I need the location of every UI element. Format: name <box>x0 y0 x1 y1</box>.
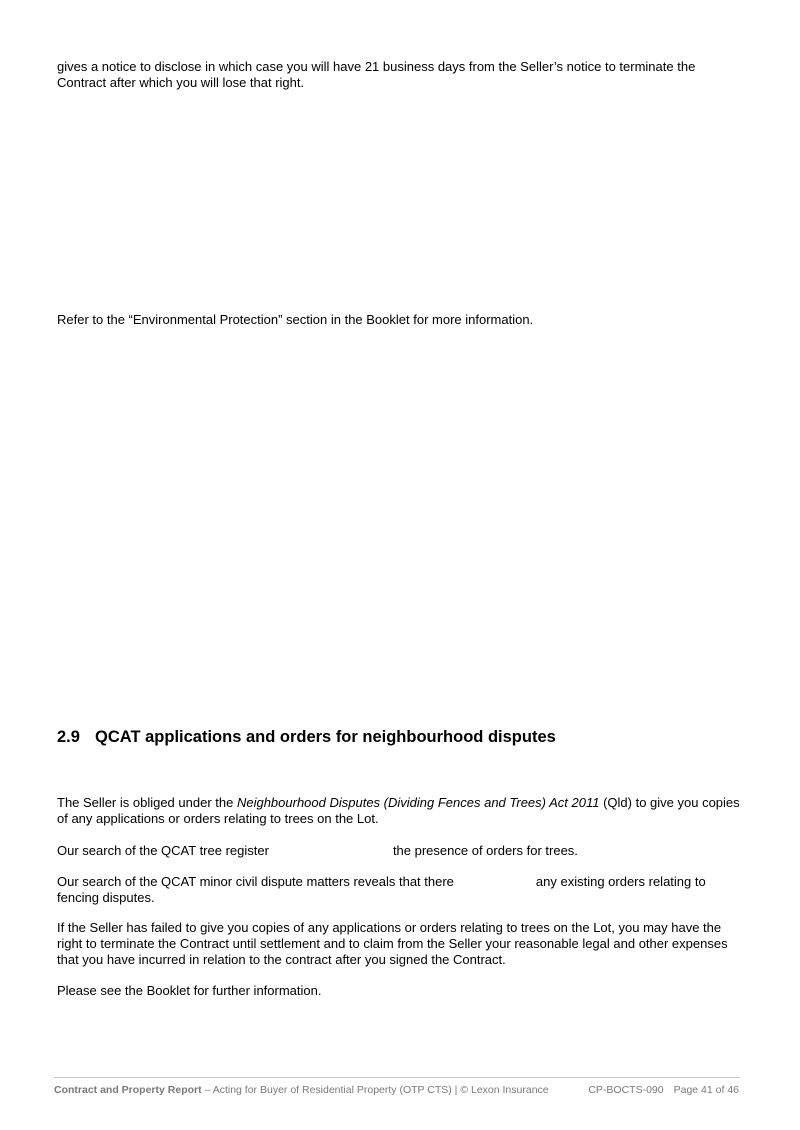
section-number: 2.9 <box>57 728 80 746</box>
footer-report-title: Contract and Property Report <box>54 1084 202 1096</box>
para3-after: any existing orders relating to <box>535 874 706 889</box>
refer-paragraph: Refer to the “Environmental Protection” section in the Booklet for more information. <box>57 312 534 327</box>
termination-right-paragraph: If the Seller has failed to give you copies of any applications or orders relating to trees on the Lot, you may have the right to terminate the Contract until settlement and to claim from the Seller your reasonable legal and other expenses that you have incurred in relation to the contract after you signed the Contract. <box>57 920 728 967</box>
footer-doc-code: CP-BOCTS-090 <box>588 1084 664 1096</box>
booklet-paragraph: Please see the Booklet for further information. <box>57 983 322 998</box>
footer-page-info <box>588 1084 739 1097</box>
para2-before: Our search of the QCAT tree register <box>57 843 269 858</box>
para1-before: The Seller is obliged under the <box>57 795 237 810</box>
para1-after: (Qld) to give you copies of any applications or orders relating to trees on the Lot. <box>57 795 740 826</box>
continuation-paragraph <box>57 59 747 91</box>
tree-register-paragraph <box>57 843 747 859</box>
section-title: QCAT applications and orders for neighbourhood disputes <box>95 728 556 746</box>
para2-after: the presence of orders for trees. <box>392 843 578 858</box>
continuation-line-2: Contract after which you will lose that right. <box>57 75 305 90</box>
footer-report-subtitle: – Acting for Buyer of Residential Property (OTP CTS) | © Lexon Insurance <box>201 1084 549 1096</box>
para3-line2: fencing disputes. <box>57 890 155 905</box>
minor-civil-dispute-paragraph <box>57 874 747 906</box>
section-heading <box>57 728 556 747</box>
footer-divider <box>54 1077 740 1078</box>
footer-page-number: Page 41 of 46 <box>673 1084 739 1096</box>
seller-obligation-paragraph <box>57 795 747 827</box>
footer-report-info <box>54 1084 549 1097</box>
continuation-line-1: gives a notice to disclose in which case you will have 21 business days from the Seller’s notice to terminate the <box>57 59 696 74</box>
para3-before: Our search of the QCAT minor civil dispute matters reveals that there <box>57 874 454 889</box>
act-name: Neighbourhood Disputes (Dividing Fences and Trees) Act 2011 <box>236 795 600 810</box>
